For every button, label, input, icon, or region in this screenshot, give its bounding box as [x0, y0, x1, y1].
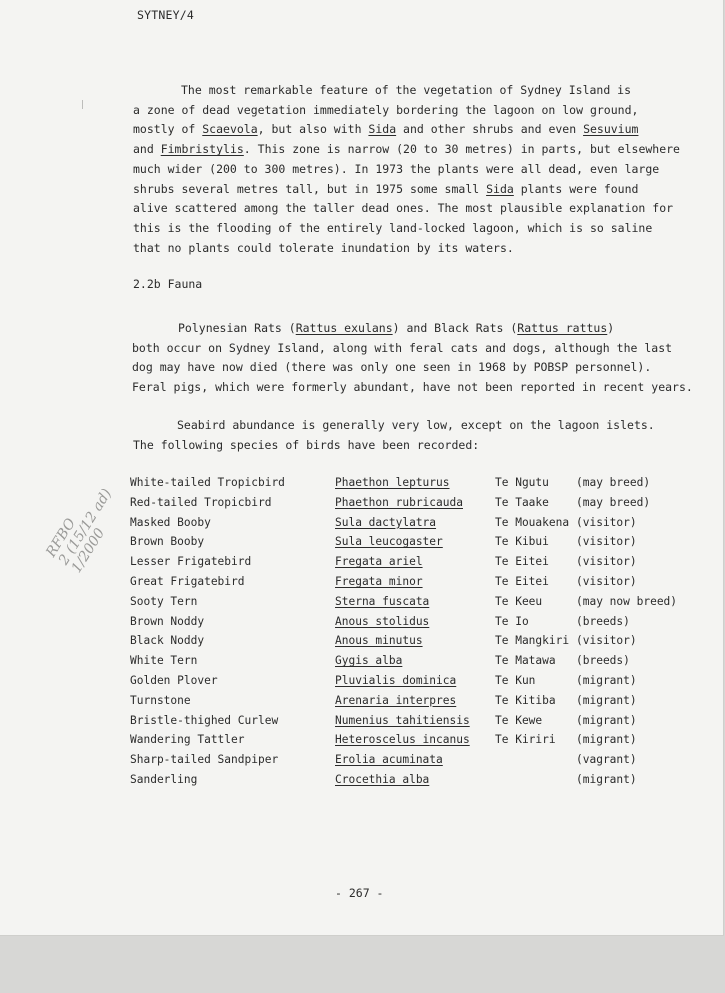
bird-scientific-name: Anous stolidus: [335, 614, 430, 628]
seabird-paragraph: [133, 416, 655, 455]
bird-status: (may breed): [576, 495, 651, 509]
bird-common-name: Brown Booby: [130, 535, 205, 549]
bird-local-name: Te Kun: [495, 673, 536, 687]
paragraph-line: [133, 199, 680, 219]
text-run: Seabird abundance is generally very low, except on the lagoon islets.: [177, 418, 655, 432]
bird-local-name: Te Io: [495, 614, 529, 628]
bird-status: (migrant): [576, 772, 637, 786]
page-number: - 267 -: [335, 886, 384, 900]
paragraph-line: [132, 339, 693, 359]
bird-status: (may now breed): [576, 594, 678, 608]
paragraph-line: [133, 416, 655, 436]
text-run: dog may have now died (there was only one seen in 1968 by POBSP personnel).: [132, 360, 652, 375]
paragraph-line: [133, 239, 680, 259]
bird-status: (visitor): [576, 634, 637, 648]
bird-local-name: Te Kitiba: [495, 693, 556, 707]
paragraph-line: [133, 436, 655, 456]
bird-local-name: Te Eitei: [495, 574, 549, 588]
text-run: mostly of: [133, 122, 203, 137]
underlined-term: Sesuvium: [583, 122, 639, 137]
bird-local-name: Te Ngutu: [495, 476, 549, 489]
text-run: shrubs several metres tall, but in 1975 some small: [133, 181, 487, 196]
text-run: ): [607, 321, 615, 335]
handwritten-margin-note: RFBO 2 (15/12 ad) 1/2000: [43, 486, 116, 576]
underlined-term: Sida: [368, 122, 397, 137]
bird-status: (breeds): [576, 614, 630, 628]
text-run: . This zone is narrow (20 to 30 metres) in parts, but elsewhere: [243, 142, 680, 157]
bird-local-name: Te Keeu: [495, 594, 543, 608]
bird-status: (visitor): [576, 574, 637, 588]
bird-common-name: Masked Booby: [130, 515, 211, 529]
underlined-term: Rattus exulans: [295, 321, 393, 335]
bird-scientific-name: Heteroscelus incanus: [335, 733, 470, 747]
bird-status: (visitor): [576, 515, 637, 529]
text-run: alive scattered among the taller dead ones. The most plausible explanation for: [133, 201, 674, 216]
bird-common-name: Wandering Tattler: [130, 733, 245, 747]
bird-status: (may breed): [576, 476, 651, 489]
bird-scientific-name: Fregata minor: [335, 574, 423, 588]
bird-status: (vagrant): [576, 753, 637, 767]
bird-scientific-name: Sterna fuscata: [335, 594, 430, 608]
bird-local-name: Te Taake: [495, 495, 549, 509]
bird-common-name: Red-tailed Tropicbird: [130, 495, 272, 509]
paragraph-line: [133, 140, 680, 160]
text-run: plants were found: [513, 181, 639, 196]
text-run: this is the flooding of the entirely land-locked lagoon, which is so saline: [133, 220, 653, 235]
bird-status: (migrant): [576, 733, 637, 747]
bird-scientific-name: Anous minutus: [335, 634, 423, 648]
paragraph-line: [132, 358, 693, 378]
running-head: SYTNEY/4: [137, 8, 194, 22]
text-run: ) and Black Rats (: [392, 321, 518, 335]
paragraph-line: [133, 180, 680, 200]
bird-scientific-name: Sula leucogaster: [335, 535, 443, 549]
bird-common-name: Brown Noddy: [130, 614, 205, 628]
paragraph-line: [133, 160, 680, 180]
bird-common-name: White Tern: [130, 654, 198, 668]
text-run: that no plants could tolerate inundation by its waters.: [133, 240, 514, 255]
bird-status: (migrant): [576, 673, 637, 687]
bird-common-name: Turnstone: [130, 693, 191, 707]
text-run: much wider (200 to 300 metres). In 1973 the plants were all dead, even large: [133, 161, 660, 176]
underlined-term: Rattus rattus: [517, 321, 608, 335]
text-run: and other shrubs and even: [396, 122, 584, 137]
bird-scientific-name: Sula dactylatra: [335, 515, 437, 529]
bird-scientific-name: Pluvialis dominica: [335, 673, 457, 687]
bird-scientific-name: Gygis alba: [335, 654, 403, 668]
text-run: , but also with: [257, 122, 369, 137]
paragraph-line: [133, 81, 680, 101]
text-run: and: [133, 142, 161, 157]
bird-local-name: Te Matawa: [495, 654, 556, 668]
underlined-term: Scaevola: [202, 122, 258, 137]
bird-status: (breeds): [576, 654, 630, 668]
vegetation-paragraph: [133, 81, 680, 258]
bird-common-name: Bristle-thighed Curlew: [130, 713, 279, 727]
bird-common-name: Golden Plover: [130, 673, 218, 687]
text-run: The following species of birds have been recorded:: [133, 437, 480, 452]
bird-scientific-name: Erolia acuminata: [335, 753, 443, 767]
fauna-paragraph: [132, 319, 693, 398]
text-run: The most remarkable feature of the vegetation of Sydney Island is: [181, 83, 632, 97]
section-heading-fauna: 2.2b Fauna: [133, 277, 203, 291]
bird-status: (visitor): [576, 535, 637, 549]
paragraph-line: [132, 319, 693, 339]
bird-common-name: Black Noddy: [130, 634, 205, 648]
bird-local-name: Te Eitei: [495, 555, 549, 569]
bird-common-name: Lesser Frigatebird: [130, 555, 252, 569]
bird-scientific-name: Phaethon rubricauda: [335, 495, 463, 509]
text-run: Feral pigs, which were formerly abundant, have not been reported in recent years.: [132, 380, 693, 395]
bird-local-name: Te Kibui: [495, 535, 549, 549]
underlined-term: Sida: [486, 181, 514, 196]
text-run: both occur on Sydney Island, along with feral cats and dogs, although the last: [132, 340, 673, 355]
bird-local-name: Te Mouakena: [495, 515, 570, 529]
bird-common-name: Sanderling: [130, 772, 198, 786]
bird-scientific-name: Crocethia alba: [335, 772, 430, 786]
underlined-term: Fimbristylis: [160, 142, 244, 157]
bird-scientific-name: Fregata ariel: [335, 555, 423, 569]
bird-common-name: White-tailed Tropicbird: [130, 476, 285, 489]
bird-common-name: Sooty Tern: [130, 594, 198, 608]
bird-common-name: Sharp-tailed Sandpiper: [130, 753, 279, 767]
paragraph-line: [133, 219, 680, 239]
bird-common-name: Great Frigatebird: [130, 574, 245, 588]
bird-status: (migrant): [576, 693, 637, 707]
bird-local-name: Te Kiriri: [495, 733, 556, 747]
bird-status: (visitor): [576, 555, 637, 569]
margin-tick-mark: [82, 100, 83, 109]
paragraph-line: [133, 101, 680, 121]
bird-scientific-name: Phaethon lepturus: [335, 476, 450, 489]
paragraph-line: [133, 120, 680, 140]
bird-local-name: Te Mangkiri: [495, 634, 570, 648]
text-run: a zone of dead vegetation immediately bordering the lagoon on low ground,: [133, 102, 639, 117]
bird-scientific-name: Arenaria interpres: [335, 693, 457, 707]
text-run: Polynesian Rats (: [178, 321, 296, 335]
bird-scientific-name: Numenius tahitiensis: [335, 713, 470, 727]
bird-status: (migrant): [576, 713, 637, 727]
paragraph-line: [132, 378, 693, 398]
bird-local-name: Te Kewe: [495, 713, 543, 727]
